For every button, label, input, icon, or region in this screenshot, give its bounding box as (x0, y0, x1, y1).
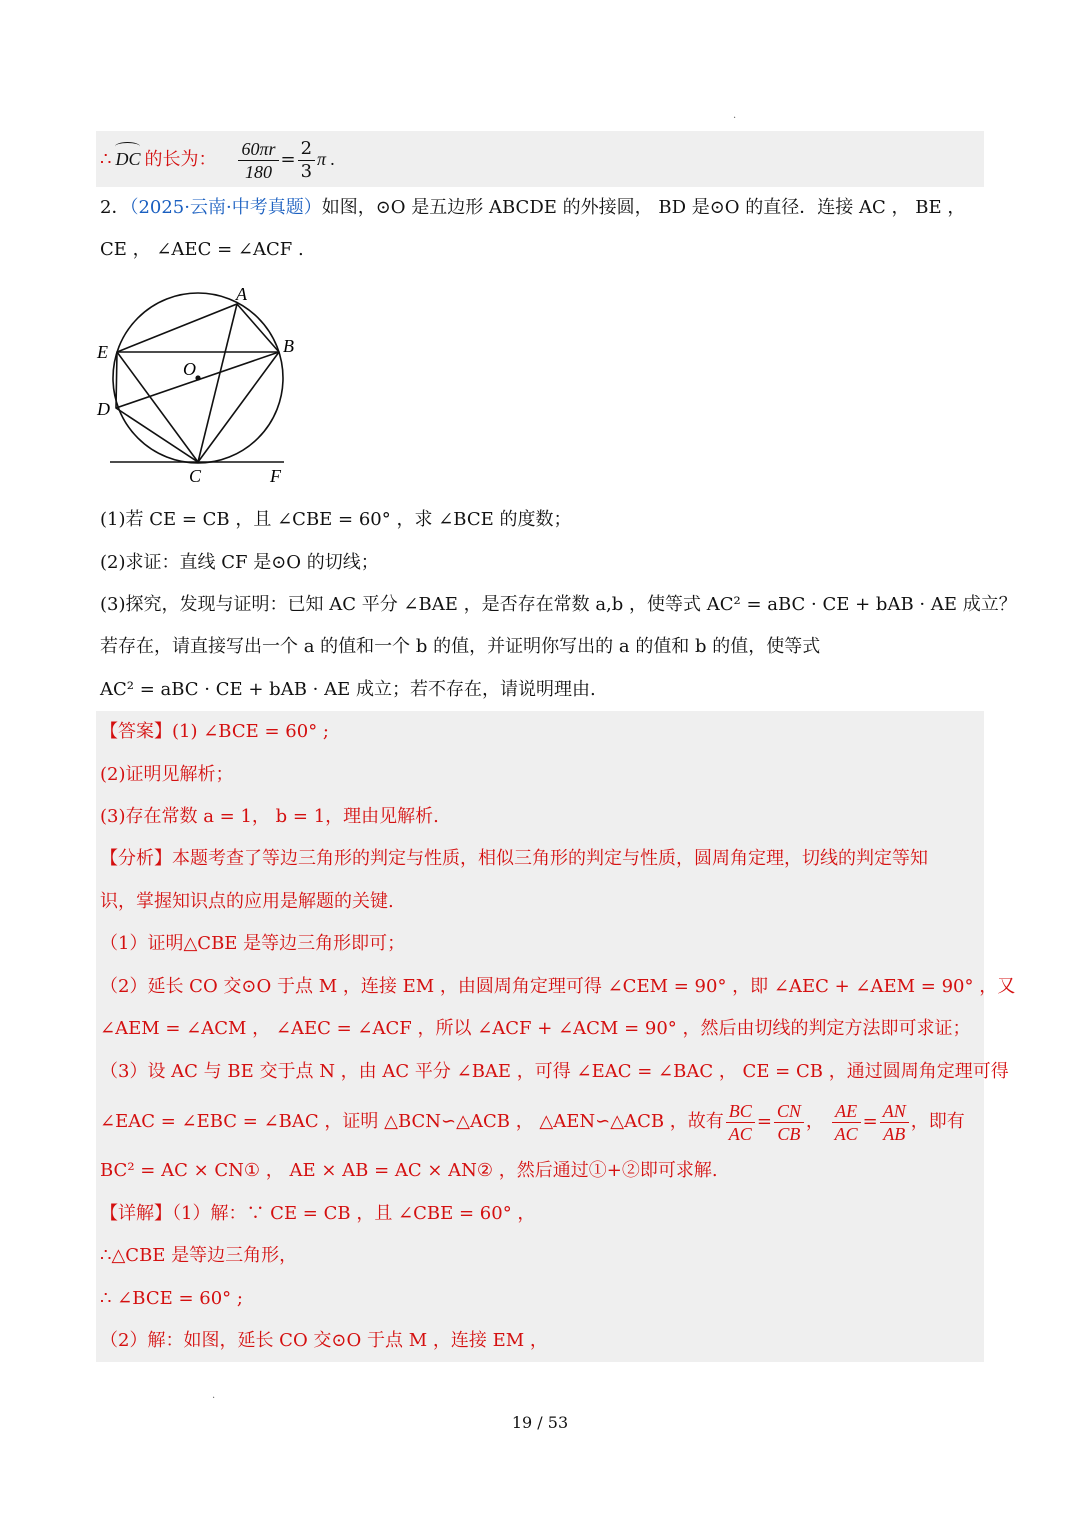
label-f: F (270, 466, 281, 486)
detail-line-3: ∴ ∠BCE = 60° ; (100, 1288, 243, 1309)
question-3-end: AC² = aBC · CE + bAB · AE 成立；若不存在，请说明理由. (100, 679, 596, 700)
fraction: $\frac{BC}{AC}$ (726, 1100, 755, 1145)
speck: . (212, 1390, 216, 1401)
analysis-tag: 【分析】 (100, 848, 172, 869)
analysis-line-6: （3）设 AC 与 BE 交于点 N ，由 AC 平分 ∠BAE ，可得 ∠EAC = ∠BAC ， CE = CB ，通过圆周角定理可得 (100, 1061, 1009, 1082)
label-b: B (283, 336, 294, 356)
analysis-line-7: ∠EAC = ∠EBC = ∠BAC ，证明 △BCN∽△ACB ， △AEN∽△ACB ，故有 $\frac{BC}{AC}$ = $\frac{CN}{CB}$ ， $\frac{AE}{AC}$ = $\frac{AN}{AB}$ ，即有 (100, 1100, 965, 1144)
fraction: $\frac{2}{3}$ (298, 138, 315, 183)
analysis-line-2: 识，掌握知识点的应用是解题的关键. (100, 891, 394, 912)
label-d: D (97, 399, 110, 419)
question-2: (2)求证：直线 CF 是⊙O 的切线； (100, 552, 379, 573)
analysis-line-4: （2）延长 CO 交⊙O 于点 M ，连接 EM ，由圆周角定理可得 ∠CEM = 90° ，即 ∠AEC + ∠AEM = 90° ，又 (100, 976, 1016, 997)
problem-stem-2: CE ， ∠AEC = ∠ACF . (100, 239, 304, 260)
question-3-cont: 若存在，请直接写出一个 a 的值和一个 b 的值，并证明你写出的 a 的值和 b 的值，使等式 (100, 636, 821, 657)
fraction: $\frac{CN}{CB}$ (774, 1100, 804, 1145)
circle-figure (96, 283, 296, 488)
arc-length-line: ∴ DC 的长为： $\frac{60\pi r}{180}$ = $\frac{2}{3}$ π . (100, 137, 336, 182)
problem-source: （2025·云南·中考真题） (129, 197, 322, 218)
detail-tag: 【详解】 (100, 1203, 172, 1224)
detail-line-4: （2）解：如图，延长 CO 交⊙O 于点 M ，连接 EM ， (100, 1330, 548, 1351)
page-number: 19 / 53 (511, 1413, 569, 1432)
label-o: O (183, 359, 196, 379)
detail-line-2: ∴△CBE 是等边三角形， (100, 1245, 298, 1266)
segment-ac (198, 304, 237, 462)
detail-line-1: 【详解】（1）解：∵ CE = CB ，且 ∠CBE = 60° ， (100, 1203, 536, 1224)
arc-label: DC (115, 149, 141, 169)
analysis-line-3: （1）证明△CBE 是等边三角形即可； (100, 933, 406, 954)
analysis-line-5: ∠AEM = ∠ACM ， ∠AEC = ∠ACF ，所以 ∠ACF + ∠ACM = 90° ，然后由切线的判定方法即可求证； (100, 1018, 971, 1039)
answer-line-2: (2)证明见解析； (100, 764, 234, 785)
answer-line-3: (3)存在常数 a = 1， b = 1，理由见解析. (100, 806, 439, 827)
fraction: $\frac{AN}{AB}$ (880, 1100, 909, 1145)
problem-stem-1: 2．（2025·云南·中考真题）如图，⊙O 是五边形 ABCDE 的外接圆， BD 是⊙O 的直径．连接 AC ， BE ， (100, 197, 966, 218)
label-a: A (236, 284, 247, 304)
question-1: (1)若 CE = CB ，且 ∠CBE = 60° ，求 ∠BCE 的度数； (100, 509, 572, 530)
label-c: C (189, 466, 202, 486)
analysis-line-1: 【分析】本题考查了等边三角形的判定与性质，相似三角形的判定与性质，圆周角定理，切线的判定等知 (100, 848, 928, 869)
answer-tag: 【答案】 (100, 721, 172, 742)
fraction: $\frac{60\pi r}{180}$ (238, 138, 278, 183)
analysis-line-8: BC² = AC × CN① ， AE × AB = AC × AN② ，然后通过①+②即可求解. (100, 1160, 718, 1181)
center-point (195, 375, 200, 380)
label-e: E (97, 342, 108, 362)
fraction: $\frac{AE}{AC}$ (832, 1100, 861, 1145)
speck: . (733, 110, 737, 121)
answer-line-1: 【答案】(1) ∠BCE = 60° ; (100, 721, 329, 742)
question-3: (3)探究，发现与证明：已知 AC 平分 ∠BAE ，是否存在常数 a,b ，使等式 AC² = aBC · CE + bAB · AE 成立？ (100, 594, 1017, 615)
